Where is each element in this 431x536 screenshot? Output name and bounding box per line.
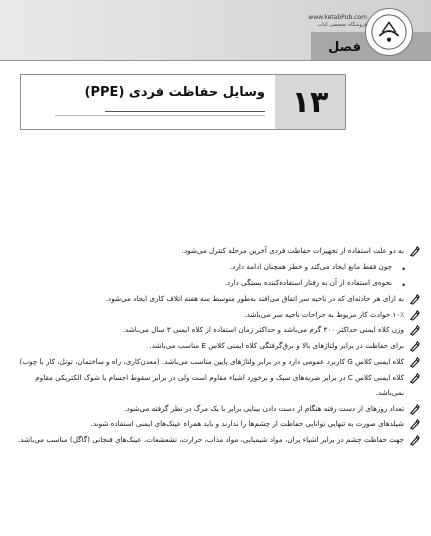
list-item bbox=[16, 417, 420, 432]
list-item-text: نحوه‌ی استفاده از آن به رفتار استفاده‌کننده بستگی دارد. bbox=[224, 277, 392, 287]
chapter-heading-box bbox=[20, 74, 346, 130]
chapter-number-block bbox=[275, 75, 345, 129]
list-item bbox=[16, 292, 420, 307]
list-item-text: جهت حفاظت چشم در برابر اشیاء پران، مواد شیمیایی، مواد مذاب، حرارت، تشعشعات، عینک‌های فنجانی (گاگل) مناسب می‌باشد. bbox=[17, 435, 404, 445]
pen-bullet-icon bbox=[409, 325, 420, 336]
publisher-logo bbox=[365, 8, 413, 56]
header-divider bbox=[0, 60, 431, 61]
pen-bullet-icon bbox=[409, 435, 420, 446]
pen-bullet-icon bbox=[409, 357, 420, 368]
list-item-text: ۱۰٪ حوادث کار مربوط به جراحات ناحیه سر می‌باشد. bbox=[244, 309, 404, 319]
pen-bullet-icon bbox=[409, 341, 420, 352]
list-item bbox=[16, 339, 420, 354]
chapter-title-rule-secondary bbox=[55, 115, 265, 116]
logo-subtitle-text: فروشگاه تخصصی کتاب bbox=[317, 22, 367, 28]
list-item-text: شیلدهای صورت به تنهایی توانایی حفاظت از چشم‌ها را ندارند و باید همراه عینک‌های ایمنی استفاده شوند. bbox=[90, 419, 404, 429]
list-item bbox=[16, 355, 420, 370]
pen-bullet-icon bbox=[409, 310, 420, 321]
sub-bullet-icon: • bbox=[401, 280, 406, 290]
list-item-text: تعداد روزهای از دست رفته هنگام از دست دادن بینایی برابر با یک مرگ در نظر گرفته می‌شود. bbox=[124, 403, 404, 413]
chapter-number: ۱۳ bbox=[291, 84, 329, 120]
list-item-text: کلاه ایمنی کلاس G کاربرد عمومی دارد و در برابر ولتاژهای پایین مناسب می‌باشد. (معدن‌کاری، راه و ساختمان، تونل، کار با چوب) bbox=[19, 357, 404, 367]
list-item-text: کلاه ایمنی کلاس C در برابر ضربه‌های سبک و برخورد اشیاء مقاوم است ولی در برابر سقوط اجسام یا شوک الکتریکی مقاوم نمی‌باشد. bbox=[35, 373, 404, 397]
book-logo-icon bbox=[370, 13, 408, 51]
sub-list-item bbox=[16, 260, 420, 275]
list-item bbox=[16, 244, 420, 259]
pen-bullet-icon bbox=[409, 246, 420, 257]
list-item bbox=[16, 402, 420, 417]
list-item bbox=[16, 371, 420, 400]
logo-site-text: www.ketabPub.com bbox=[308, 14, 367, 21]
chapter-label: فصل bbox=[328, 40, 361, 55]
list-item-text: برای حفاظت در برابر ولتاژهای بالا و برق‌گرفتگی کلاه ایمنی کلاس E مناسب می‌باشد. bbox=[149, 341, 404, 351]
chapter-title-rule bbox=[105, 111, 265, 112]
pen-bullet-icon bbox=[409, 419, 420, 430]
list-item bbox=[16, 308, 420, 323]
pen-bullet-icon bbox=[409, 294, 420, 305]
list-item bbox=[16, 323, 420, 338]
sub-bullet-icon: • bbox=[401, 264, 406, 274]
list-item-text: به ازای هر حادثه‌ای که در ناحیه سر اتفاق می‌افتد به‌طور متوسط سه هفته اتلاف کاری ایجاد می‌شود. bbox=[105, 293, 404, 303]
pen-bullet-icon bbox=[409, 373, 420, 384]
list-item bbox=[16, 433, 420, 448]
list-item-text: به دو علت استفاده از تجهیزات حفاظت فردی آخرین مرحله کنترل می‌شود. bbox=[181, 246, 404, 255]
sub-list-item bbox=[16, 276, 420, 291]
pen-bullet-icon bbox=[409, 404, 420, 415]
bullet-list bbox=[16, 244, 420, 449]
list-item-text: چون فقط مانع ایجاد می‌کند و خطر همچنان ادامه دارد. bbox=[229, 261, 392, 271]
list-item-text: وزن کلاه ایمنی حداکثر ۴۰۰ گرم می‌باشد و حداکثر زمان استفاده از کلاه ایمنی ۳ سال می‌باشد. bbox=[122, 325, 404, 335]
chapter-title: وسایل حفاظت فردی (PPE) bbox=[84, 85, 265, 100]
